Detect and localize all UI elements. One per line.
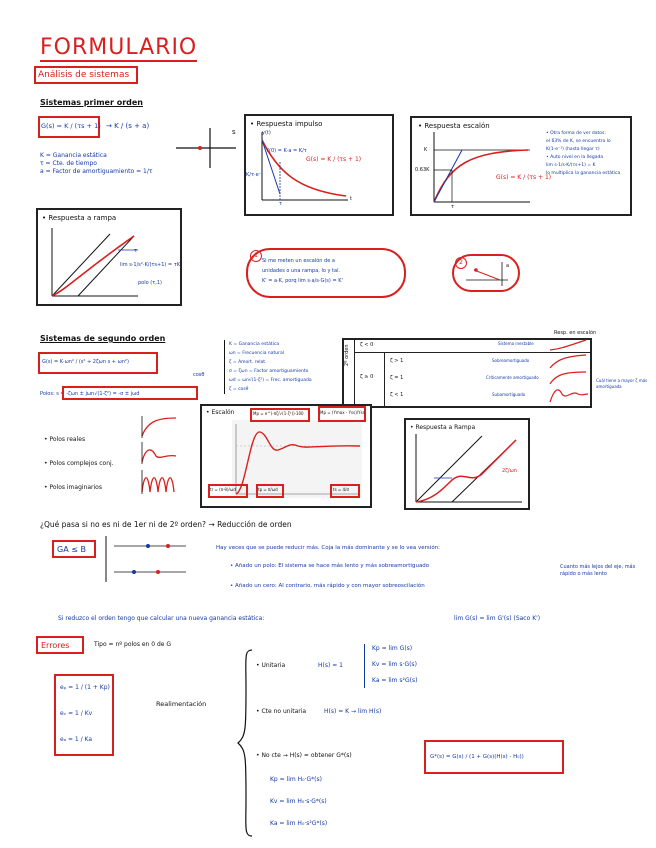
- formula-tr: tr = (π-θ)/ωd: [210, 487, 236, 492]
- impulse-title: • Respuesta impulso: [250, 120, 323, 128]
- error-ev: eᵥ = 1 / Kv: [60, 710, 93, 717]
- kv2-formula: Kv = lim H₀·s·G*(s): [270, 798, 327, 805]
- pole-type-real: • Polos reales: [44, 436, 86, 443]
- step-note-5: lim s·1/s·K/(τs+1) = K: [546, 163, 596, 168]
- pole-num: 2: [455, 257, 467, 269]
- impulse-t: t: [350, 196, 352, 202]
- cloud-text: [262, 256, 402, 286]
- kv-formula: Kv = lim s·G(s): [372, 661, 417, 668]
- reduction-gain: Si reduzco el orden tengo que calcular una nueva ganancia estática:: [58, 615, 265, 622]
- s-plane-diagram: [176, 128, 236, 168]
- kp2-formula: Kp = lim H₀·G*(s): [270, 776, 322, 783]
- table-sketches: [546, 338, 592, 408]
- errors-type: Tipo = nº polos en 0 de G: [94, 641, 172, 648]
- pole-type-complex: • Polos complejos conj.: [44, 460, 114, 467]
- step-note-2: el 63% de K, se encuentra lo: [546, 139, 611, 144]
- legend-a: a = Factor de amortiguamiento = 1/τ: [40, 168, 153, 175]
- so-legend-2: ωn = Frecuencia natural: [229, 351, 284, 356]
- ramp-title: • Respuesta a rampa: [42, 214, 117, 222]
- table-side: ζ ≥ 0: [360, 374, 374, 380]
- feedback-label: Realimentación: [156, 700, 207, 708]
- table-col: [384, 352, 385, 408]
- table-cond-3: ζ = 1: [390, 375, 404, 381]
- table-cond-2: ζ > 1: [390, 358, 404, 364]
- table-title: Resp. en escalón: [554, 330, 597, 336]
- cloud-line-2: unidades o una rampa, lo y tal.: [262, 268, 341, 274]
- step-tf: G(s) = K / (τs + 1): [496, 174, 552, 181]
- ka2-formula: Ka = lim H₀·s²G*(s): [270, 820, 328, 827]
- table-desc-1: Sistema inestable: [498, 341, 534, 346]
- reduction-item1: • Añado un polo: El sistema se hace más lento y más sobreamortiguado: [230, 563, 430, 569]
- table-desc-3: Críticamente amortiguado: [486, 375, 539, 380]
- error-ea: eₐ = 1 / Ka: [60, 736, 93, 743]
- s-plane-label: s: [232, 128, 236, 136]
- errors-label: Errores: [41, 641, 70, 650]
- cloud-line-1: Si me meten un escalón de a: [262, 258, 335, 264]
- second-order-poles: Polos: s = -ζωn ± jωn√(1-ζ²) = -σ ± jωd: [40, 391, 140, 397]
- reduction-gain-formula: lim G(s) = lim G'(s) (Saco K'): [454, 615, 541, 622]
- ramp-pole: polo (τ,1): [138, 280, 162, 286]
- table-cond-4: ζ < 1: [390, 392, 404, 398]
- reduction-line1: Hay veces que se puede reducir más. Coja la más dominante y se lo vea versión:: [216, 545, 441, 551]
- step2-title: • Escalón: [206, 409, 235, 416]
- pole-label: a: [506, 263, 510, 269]
- table-desc-4: Subamortiguado: [492, 392, 526, 397]
- table-cond-1: ζ < 0: [360, 342, 374, 348]
- reduction-question: ¿Qué pasa si no es ni de 1er ni de 2º orden? → Reducción de orden: [40, 520, 292, 529]
- poles-box: [62, 386, 198, 400]
- ramp-tau: τ: [134, 248, 138, 254]
- impulse-tf: G(s) = K / (τs + 1): [306, 156, 362, 163]
- reduction-item2: • Añado un cero: Al contrario, más rápido y con mayor sobreoscilación: [230, 583, 425, 589]
- legend-k: K = Ganancia estática: [40, 152, 107, 159]
- impulse-y0: Y(0) = K·a = K/τ: [266, 148, 307, 154]
- second-order-tf: G(s) = K·ωn² / (s² + 2ζωn s + ωn²): [42, 359, 129, 365]
- step-note-4: • Auto nivel en la llegada: [546, 155, 604, 160]
- cloud-line-3: K' = a·K, porq lim s·a/s·G(s) = K': [262, 278, 343, 284]
- step-063-label: 0.63K: [415, 167, 430, 173]
- cte-label: • Cte no unitaria: [256, 708, 307, 715]
- cte-h: H(s) = K → lim H(s): [324, 708, 382, 715]
- ramp2-title: • Respuesta a Rampa: [410, 424, 476, 431]
- step-note-1: • Otra forma de ver datos:: [546, 131, 606, 136]
- step-note-3: K(1-e⁻¹) (hasta llegar τ): [546, 147, 600, 152]
- formula-mp: Mp = e^(-πζ/√(1-ζ²))·100: [253, 411, 304, 416]
- ga-label: GA ≤ B: [57, 545, 86, 554]
- reduction-axes: [104, 534, 188, 584]
- gstar-formula: G*(s) = G(s) / (1 + G(s)(H(s) - H₀)): [430, 754, 524, 760]
- unitaria-brace: [364, 644, 365, 688]
- so-legend-6: ζ = cosθ: [229, 387, 249, 392]
- formula-ts: ts = 4/σ: [333, 487, 349, 492]
- table-desc-2: Sobreamortiguado: [492, 358, 530, 363]
- ramp-lim: lim s·1/s²·K/(τs+1) = τK: [120, 262, 181, 268]
- step-notes: [546, 130, 630, 178]
- unitaria-label: • Unitaria: [256, 662, 286, 669]
- second-order-heading: Sistemas de segundo orden: [40, 334, 166, 343]
- table-order: 2º orden: [344, 344, 350, 366]
- step-curve: [430, 132, 530, 206]
- so-legend-1: K = Ganancia estática: [229, 342, 280, 347]
- kp-formula: Kp = lim G(s): [372, 645, 413, 652]
- so-legend-5: ωd = ωn√(1-ζ²) = Frec. amortiguada: [229, 378, 312, 383]
- theta-label: cosθ: [193, 372, 205, 378]
- table-note: Cuál tiene a mayor ζ más amortiguada: [596, 378, 648, 389]
- pole-types: [44, 428, 114, 500]
- impulse-ylabel: y(t): [262, 130, 271, 136]
- so-legend-3: ζ = Amort. relat.: [229, 360, 267, 365]
- impulse-curve: [258, 132, 348, 208]
- so-legend-4: σ = ζωn = Factor amortiguamiento: [229, 369, 309, 374]
- step-tau-label: τ: [451, 204, 455, 210]
- unitaria-h: H(s) = 1: [318, 662, 343, 669]
- formula-tp: tp = π/ωd: [258, 487, 278, 492]
- nocte-label: • No cte → H(s) = obtener G*(s): [256, 752, 352, 759]
- second-order-legend: [224, 340, 339, 394]
- step-k-label: K: [424, 147, 428, 153]
- formula-mp2: Mp = (Ymax - Yss)/Yss: [320, 410, 365, 415]
- error-ep: eₚ = 1 / (1 + Kp): [60, 684, 110, 691]
- pole-type-imag: • Polos imaginarios: [44, 484, 102, 491]
- first-order-heading: Sistemas primer orden: [40, 98, 143, 107]
- legend-tau: τ = Cte. de tiempo: [40, 160, 97, 167]
- step-note-6: lo multiplica la ganancia estática: [546, 171, 621, 176]
- impulse-mid: K/τ·e⁻¹: [246, 172, 264, 178]
- section-title-analisis: Análisis de sistemas: [38, 70, 130, 80]
- step-title: • Respuesta escalón: [418, 122, 490, 130]
- first-order-tf-alt: → K / (s + a): [106, 122, 150, 130]
- ramp2-kv: 2ζ/ωn: [502, 468, 517, 474]
- reduction-side: Cuanto más lejos del eje, más rápido o más lento: [560, 564, 636, 577]
- cloud-num: 1: [250, 250, 262, 262]
- feedback-brace: [236, 648, 256, 838]
- first-order-legend: [40, 152, 180, 176]
- impulse-tau: τ: [279, 201, 283, 207]
- pole-type-sketches: [140, 416, 180, 494]
- ka-formula: Ka = lim s²G(s): [372, 677, 418, 684]
- table-divider-1: [354, 338, 355, 408]
- first-order-tf: G(s) = K / (τs + 1): [41, 122, 101, 130]
- page-title: FORMULARIO: [40, 35, 198, 60]
